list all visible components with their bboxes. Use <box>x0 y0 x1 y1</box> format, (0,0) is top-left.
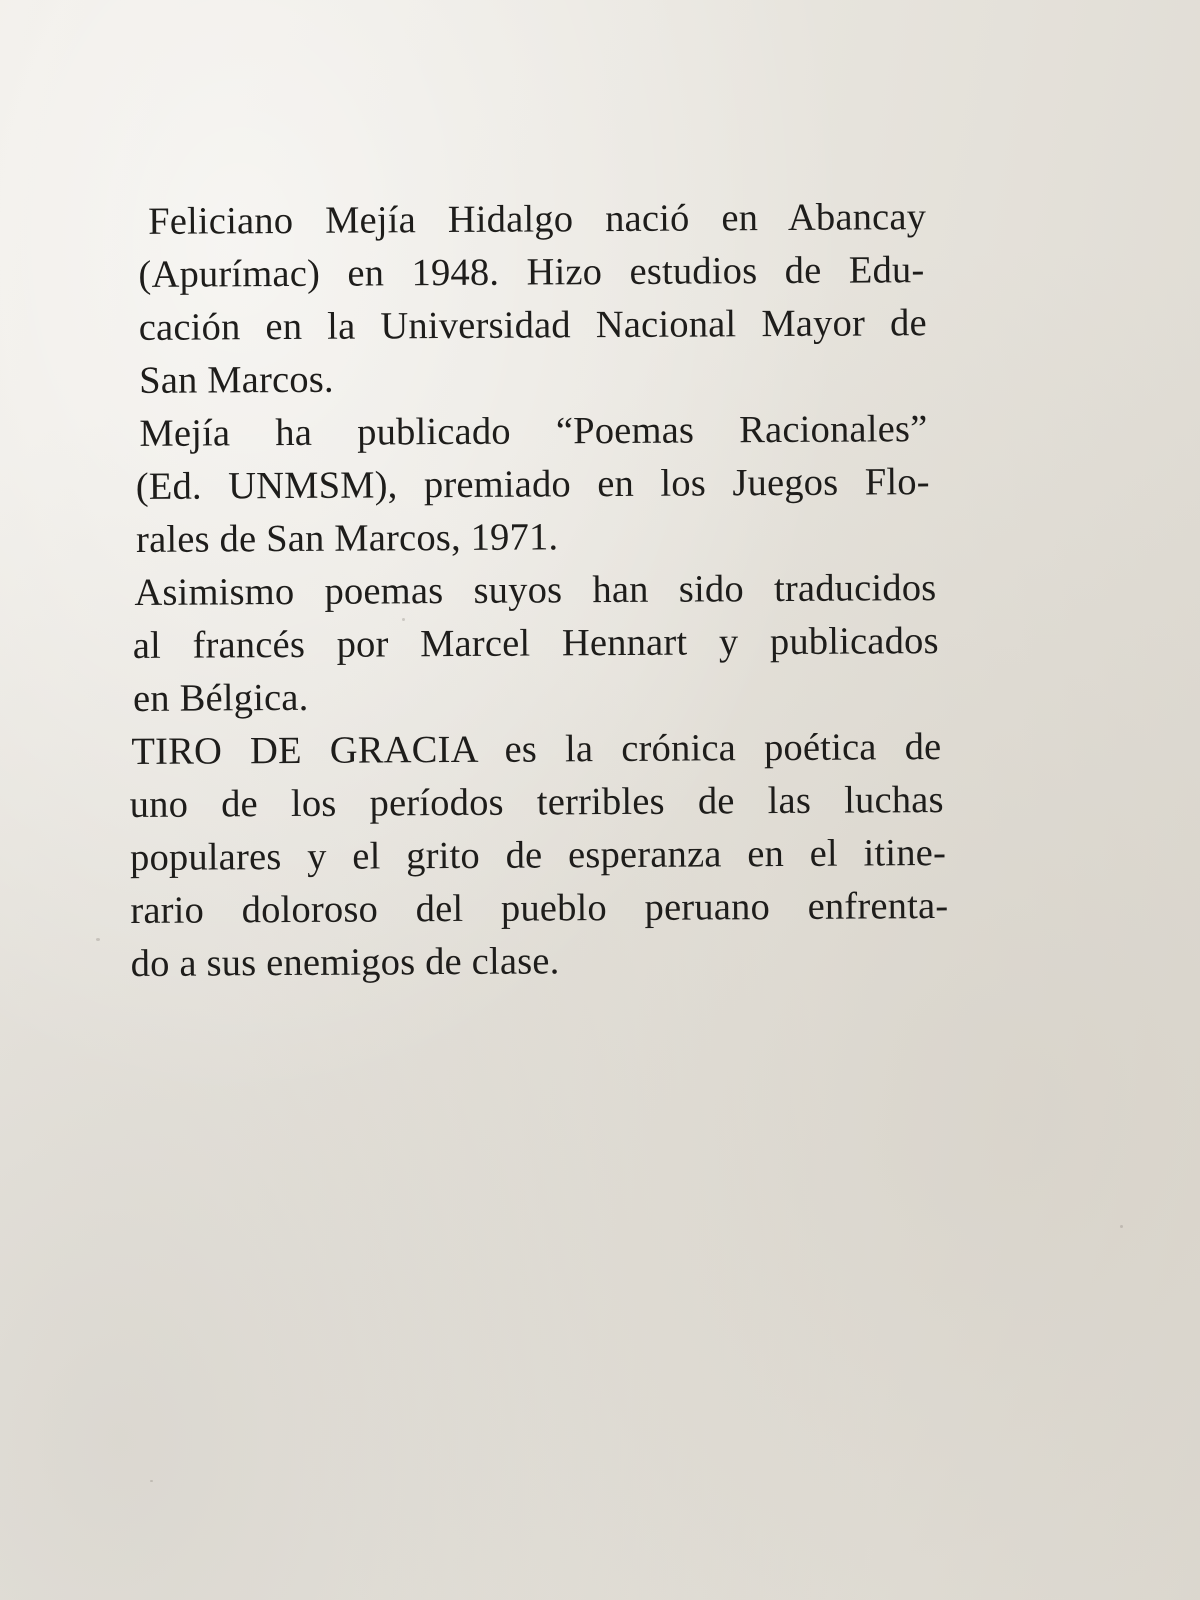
text-line: (Ed. UNMSM), premiado en los Juegos Flo- <box>135 461 930 508</box>
text-line: rario doloroso del pueblo peruano enfrenta- <box>130 884 949 932</box>
paper-speck <box>96 938 100 941</box>
paper-speck <box>150 1480 153 1482</box>
text-line: do a sus enemigos de clase. <box>130 940 560 985</box>
text-line: Mejía ha publicado “Poemas Racionales” <box>139 408 928 455</box>
paper-speck <box>1120 1225 1123 1228</box>
text-line: San Marcos. <box>139 358 334 402</box>
text-line: TIRO DE GRACIA es la crónica poética de <box>131 726 942 773</box>
text-line: al francés por Marcel Hennart y publicados <box>132 620 939 667</box>
text-line: en Bélgica. <box>132 676 309 720</box>
paragraph-publications <box>127 403 966 567</box>
paragraph-book-description <box>129 721 969 991</box>
paragraph-translations <box>128 562 967 726</box>
text-line: Asimismo poemas suyos han sido traducidos <box>134 567 937 614</box>
text-line: rales de San Marcos, 1971. <box>135 516 559 561</box>
text-line: uno de los períodos terribles de las luchas <box>129 779 944 826</box>
text-line: cación en la Universidad Nacional Mayor de <box>138 302 927 349</box>
text-line: populares y el grito de esperanza en el itine- <box>129 832 947 879</box>
text-line: Feliciano Mejía Hidalgo nació en Abancay <box>148 196 927 243</box>
text-line: (Apurímac) en 1948. Hizo estudios de Edu- <box>138 249 925 296</box>
paragraph-birth-education <box>126 191 965 408</box>
author-biography <box>126 191 969 991</box>
